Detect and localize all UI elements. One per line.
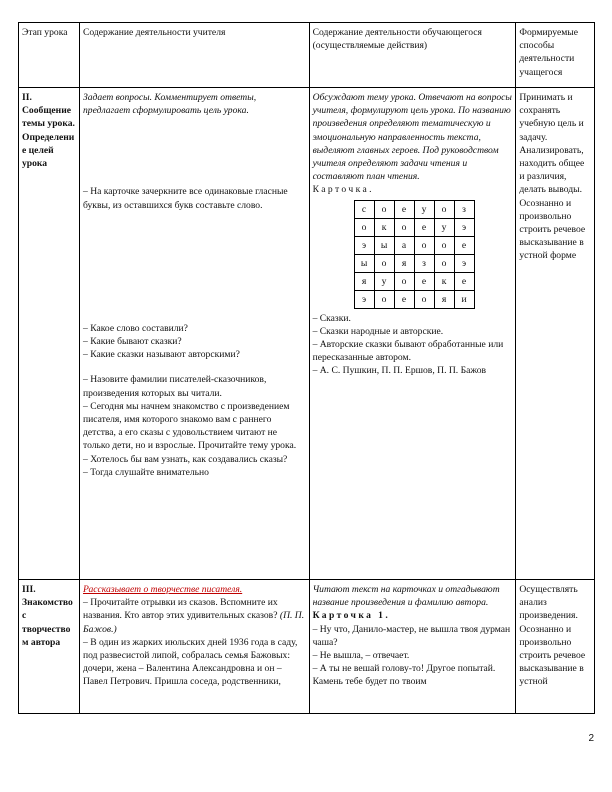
grid-cell: о [414, 290, 434, 308]
stage-cell: II. Сообщение темы урока. Определение целей урока [19, 88, 80, 580]
table-row-stage-3 [19, 580, 595, 714]
student-line-3: – А ты не вешай голову-то! Другое попытай. Камень тебе будет по твоим [312, 663, 496, 688]
grid-cell: о [374, 254, 394, 272]
student-intro: Обсуждают тему урока. Отвечают на вопросы учителя, формулируют цель урока. По названию произведения определяют тематическую и эмоциональную направленность текста, выделяют главных героев. Под руководством учителя определяют задачи чтения и составляют план чтения. [312, 92, 512, 183]
student-line-1: – Ну что, Данило-мастер, не вышла твоя дурман чаша? [312, 623, 511, 648]
grid-cell: э [454, 254, 474, 272]
grid-cell: е [414, 272, 434, 290]
teacher-task: – На карточке зачеркните все одинаковые гласные буквы, из оставшихся букв составьте слово. [83, 186, 288, 211]
teacher-question-7: – Тогда слушайте внимательно [83, 466, 209, 478]
grid-cell: о [434, 254, 454, 272]
grid-cell: е [454, 236, 474, 254]
teacher-intro: Задает вопросы. Комментирует ответы, предлагает сформулировать цель урока. [83, 92, 257, 117]
table-row-stage-2 [19, 88, 595, 580]
letter-card-grid [354, 200, 475, 309]
grid-cell: о [354, 218, 374, 236]
grid-cell: з [454, 200, 474, 218]
student-answer-3: – Авторские сказки бывают обработанные или пересказанные автором. [312, 339, 504, 364]
grid-row [354, 218, 474, 236]
lesson-plan-table [18, 22, 595, 714]
student-cell [309, 88, 516, 580]
card-label: Карточка 1. [312, 610, 391, 622]
teacher-question-6: – Хотелось бы вам узнать, как создавались сказы? [83, 453, 288, 465]
student-intro: Читают текст на карточках и отгадывают название произведения и фамилию автора. [312, 584, 500, 609]
teacher-text-1 [83, 596, 306, 636]
grid-cell: я [394, 254, 414, 272]
header-stage: Этап урока [19, 23, 80, 88]
grid-cell: о [434, 200, 454, 218]
grid-cell: о [394, 272, 414, 290]
header-skills: Формируемые способы деятельности учащегося [516, 23, 595, 88]
grid-cell: е [394, 290, 414, 308]
header-student: Содержание деятельности обучающегося (осуществляемые действия) [309, 23, 516, 88]
student-answer-2: – Сказки народные и авторские. [312, 325, 444, 337]
grid-cell: е [394, 200, 414, 218]
grid-row [354, 200, 474, 218]
teacher-question-3: – Какие сказки называют авторскими? [83, 349, 240, 361]
header-teacher: Содержание деятельности учителя [80, 23, 310, 88]
grid-cell: я [434, 290, 454, 308]
grid-row [354, 254, 474, 272]
grid-cell: о [434, 236, 454, 254]
table-header-row [19, 23, 595, 88]
grid-cell: к [434, 272, 454, 290]
teacher-text-1-body: – Прочитайте отрывки из сказов. Вспомните их названия. Кто автор этих удивительных сказов? [83, 597, 278, 622]
skills-cell: Принимать и сохранять учебную цель и задачу. Анализировать, находить общее и различия, делать выводы. Осознанно и произвольно строить речевое высказывание в устной форме [516, 88, 595, 580]
teacher-heading: Рассказывает о творчестве писателя. [83, 584, 243, 595]
grid-cell: з [414, 254, 434, 272]
grid-cell: я [354, 272, 374, 290]
grid-cell: э [354, 236, 374, 254]
grid-cell: о [374, 200, 394, 218]
page-number: 2 [588, 733, 594, 744]
student-line-2: – Не вышла, – отвечает. [312, 650, 410, 662]
grid-cell: о [394, 218, 414, 236]
grid-row [354, 236, 474, 254]
grid-cell: э [354, 290, 374, 308]
grid-cell: э [454, 218, 474, 236]
teacher-question-1: – Какое слово составили? [83, 322, 188, 334]
teacher-question-2: – Какие бывают сказки? [83, 336, 182, 348]
grid-cell: е [454, 272, 474, 290]
grid-cell: ы [354, 254, 374, 272]
teacher-cell [80, 88, 310, 580]
grid-cell: у [414, 200, 434, 218]
grid-cell: о [414, 236, 434, 254]
teacher-question-4: – Назовите фамилии писателей-сказочников, произведения которых вы читали. [83, 374, 267, 399]
grid-cell: к [374, 218, 394, 236]
grid-cell: с [354, 200, 374, 218]
grid-cell: у [434, 218, 454, 236]
teacher-question-5: – Сегодня мы начнем знакомство с произведением писателя, имя которого знакомо вам с раннего детства, а его сказы с удовольствием читают не только дети, но и взрослые. Прочитайте тему урока. [83, 400, 297, 452]
student-cell [309, 580, 516, 714]
grid-row [354, 290, 474, 308]
grid-cell: и [454, 290, 474, 308]
teacher-cell [80, 580, 310, 714]
skills-cell: Осуществлять анализ произведения. Осознанно и произвольно строить речевое высказывание в устной [516, 580, 595, 714]
student-answer-4: – А. С. Пушкин, П. П. Ершов, П. П. Бажов [312, 365, 487, 377]
grid-cell: е [414, 218, 434, 236]
grid-cell: о [374, 290, 394, 308]
grid-cell: у [374, 272, 394, 290]
grid-cell: ы [374, 236, 394, 254]
card-label: Карточка. [312, 184, 374, 196]
grid-row [354, 272, 474, 290]
stage-cell: III. Знакомство с творчеством автора [19, 580, 80, 714]
grid-cell: а [394, 236, 414, 254]
student-answer-1: – Сказки. [312, 312, 351, 324]
teacher-text-1-answer: (П. П. Бажов.) [83, 610, 305, 635]
teacher-text-2: – В один из жарких июльских дней 1936 года в саду, под развесистой липой, собралась семья Бажовых: дочери, жена – Валентина Александровна и он – Павел Петрович. Пришла соседа, родственники, [83, 636, 298, 688]
